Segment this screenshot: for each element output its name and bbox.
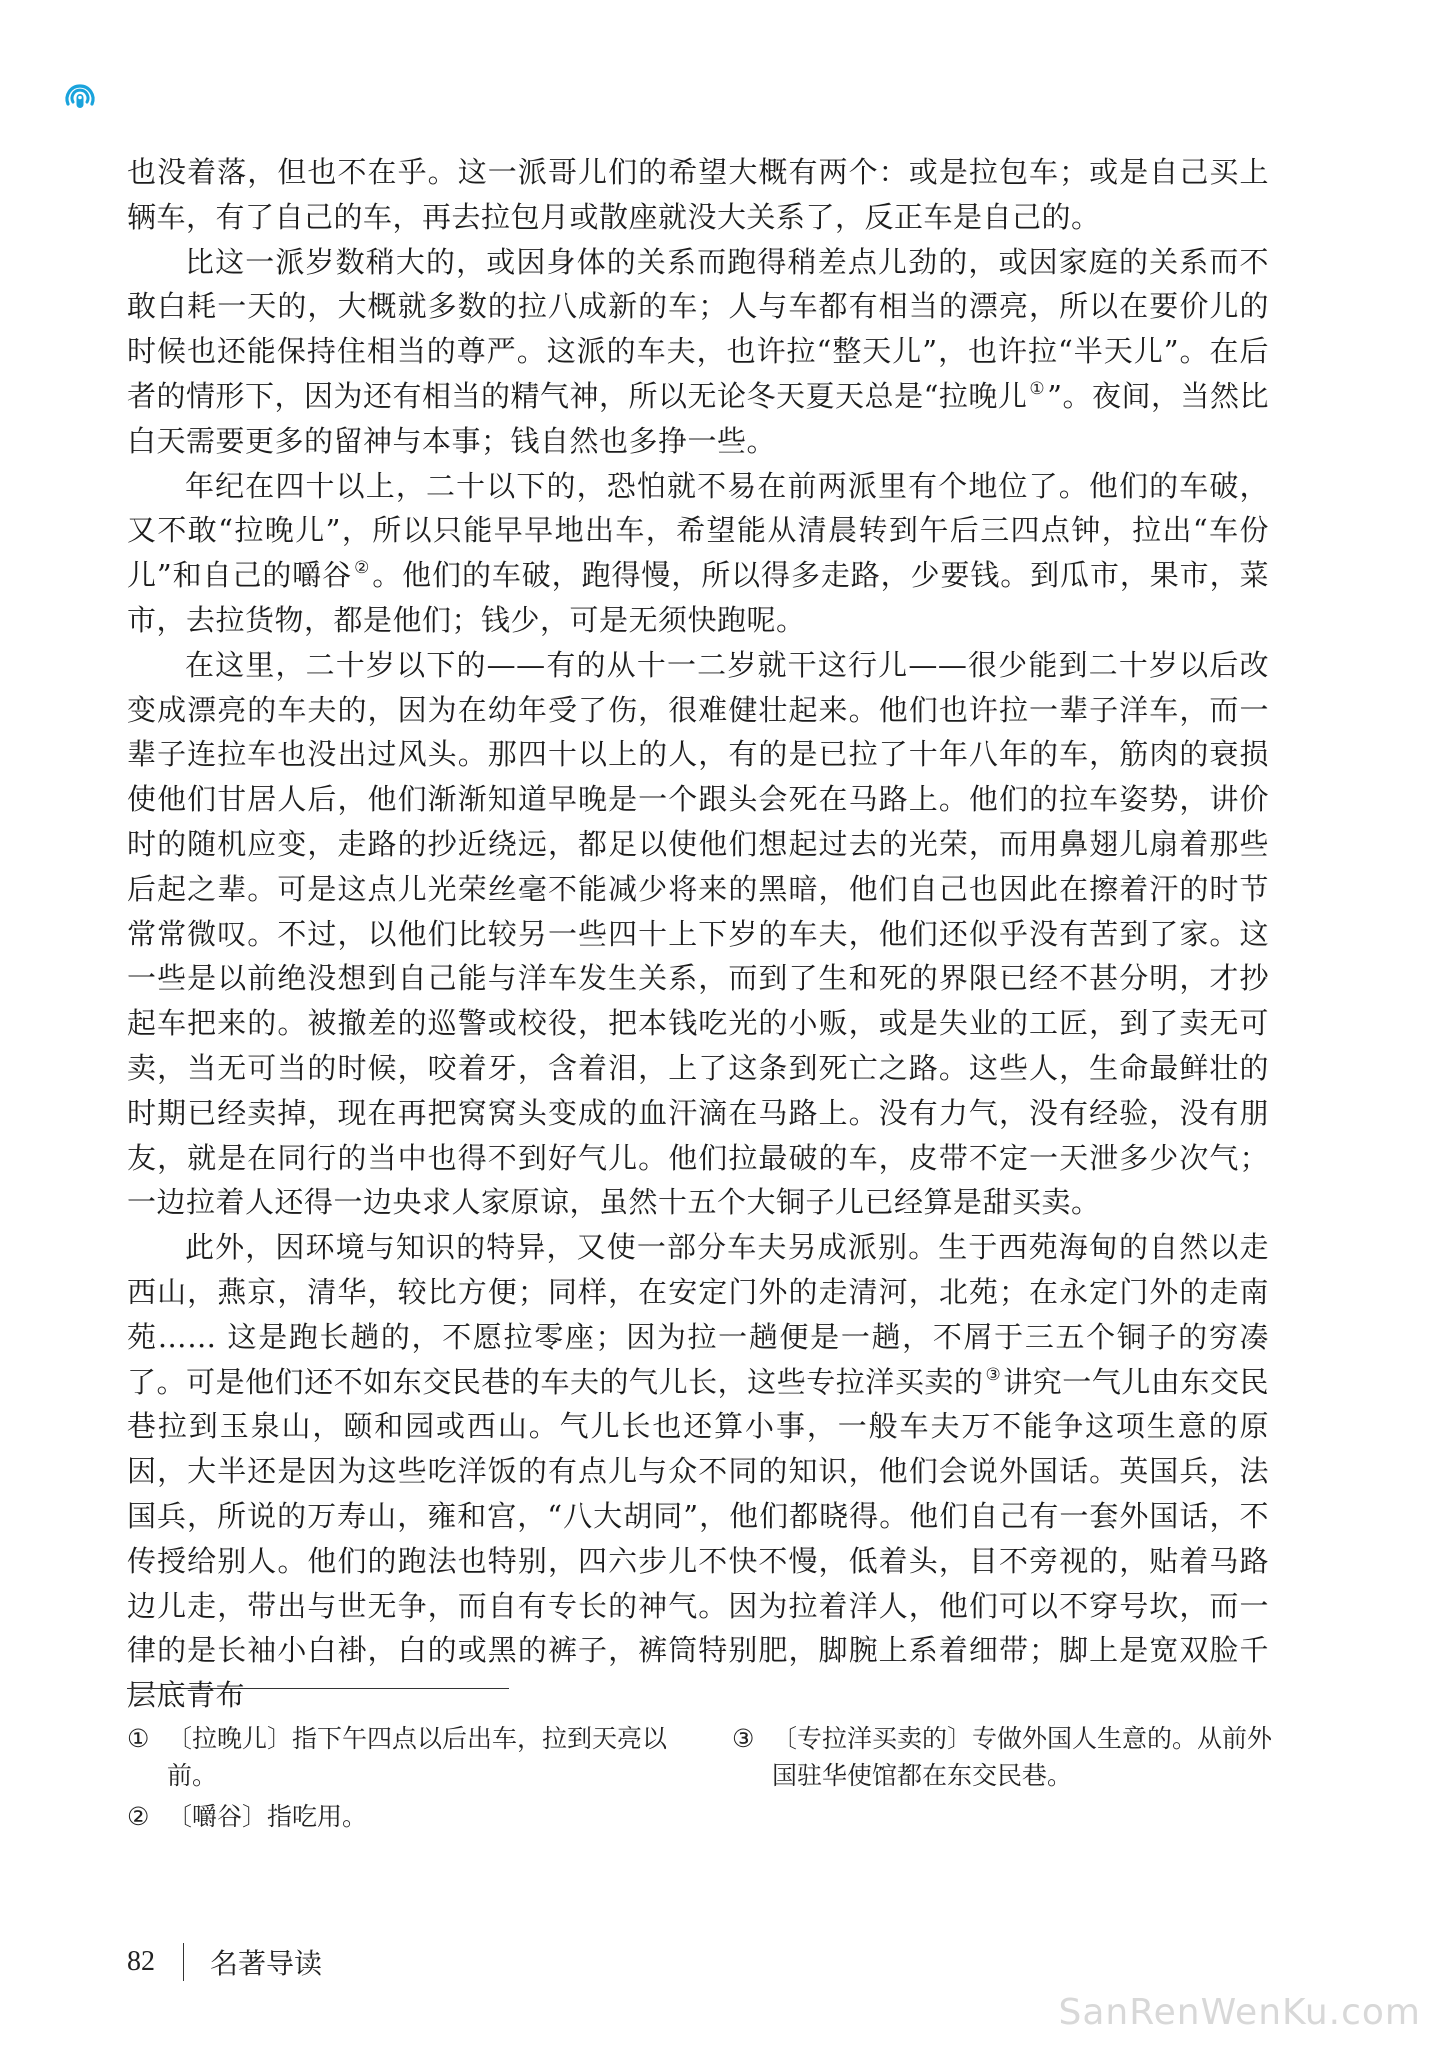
footnotes-right-column <box>732 1720 1292 1798</box>
footnote-ref-2[interactable]: ② <box>354 558 371 579</box>
footnote-divider <box>127 1688 509 1689</box>
main-text <box>127 150 1269 1718</box>
footnote-text: 〔专拉洋买卖的〕专做外国人生意的。从前外国驻华使馆都在东交民巷。 <box>772 1724 1273 1790</box>
book-title: 名著导读 <box>210 1947 323 1980</box>
paragraph-2 <box>127 240 1269 464</box>
footnote-mark: ③ <box>732 1724 755 1753</box>
paragraph-text: ”。夜间，当然比白天需要更多的留神与本事；钱自然也多挣一些。 <box>127 378 1269 458</box>
footnote-2 <box>127 1798 687 1835</box>
paragraph-5 <box>127 1225 1269 1718</box>
paragraph-text: 年纪在四十以上，二十以下的，恐怕就不易在前两派里有个地位了。他们的车破，又不敢“拉晚儿”，所以只能早早地出车，希望能从清晨转到午后三四点钟，拉出“车份儿”和自己的嚼谷 <box>127 468 1269 593</box>
footer-divider <box>183 1943 184 1981</box>
watermark: SanRenWenKu.com <box>1058 1992 1421 2033</box>
footnote-mark: ① <box>127 1724 150 1753</box>
page-number: 82 <box>127 1946 155 1977</box>
paragraph-1 <box>127 150 1269 240</box>
footnote-text: 〔拉晚儿〕指下午四点以后出车，拉到天亮以前。 <box>167 1724 668 1790</box>
paragraph-text: 。他们的车破，跑得慢，所以得多走路，少要钱。到瓜市，果市，菜市，去拉货物，都是他们；钱少，可是无须快跑呢。 <box>127 558 1269 637</box>
paragraph-text: 此外，因环境与知识的特异，又使一部分车夫另成派别。生于西苑海甸的自然以走西山，燕京，清华，较比方便；同样，在安定门外的走清河，北苑；在永定门外的走南苑…… 这是跑长趟的，不愿拉零座；因为拉一趟便是一趟，不屑于三五个铜子的穷凑了。可是他们还不如东交民巷的车夫的气儿长，这些专拉洋买卖的 <box>127 1230 1269 1399</box>
footnote-ref-1[interactable]: ① <box>1029 378 1046 399</box>
paragraph-text: 讲究一气儿由东交民巷拉到玉泉山，颐和园或西山。气儿长也还算小事，一般车夫万不能争这项生意的原因，大半还是因为这些吃洋饭的有点儿与众不同的知识，他们会说外国话。英国兵，法国兵，所说的万寿山，雍和宫，“八大胡同”，他们都晓得。他们自己有一套外国话，不传授给别人。他们的跑法也特别，四六步儿不快不慢，低着头，目不旁视的，贴着马路边儿走，带出与世无争，而自有专长的神气。因为拉着洋人，他们可以不穿号坎，而一律的是长袖小白褂，白的或黑的裤子，裤筒特别肥，脚腕上系着细带；脚上是宽双脸千层底青布 <box>127 1364 1269 1713</box>
footnotes-left-column <box>127 1720 687 1839</box>
footnote-3 <box>732 1720 1292 1794</box>
paragraph-3 <box>127 464 1269 643</box>
page-footer <box>127 1940 322 1984</box>
paragraph-text: 也没着落，但也不在乎。这一派哥儿们的希望大概有两个：或是拉包车；或是自己买上辆车，有了自己的车，再去拉包月或散座就没大关系了，反正车是自己的。 <box>127 155 1269 234</box>
footnote-mark: ② <box>127 1802 150 1831</box>
paragraph-text: 在这里，二十岁以下的——有的从十一二岁就干这行儿——很少能到二十岁以后改变成漂亮的车夫的，因为在幼年受了伤，很难健壮起来。他们也许拉一辈子洋车，而一辈子连拉车也没出过风头。那四十以上的人，有的是已拉了十年八年的车，筋肉的衰损使他们甘居人后，他们渐渐知道早晚是一个跟头会死在马路上。他们的拉车姿势，讲价时的随机应变，走路的抄近绕远，都足以使他们想起过去的光荣，而用鼻翅儿扇着那些后起之辈。可是这点儿光荣丝毫不能减少将来的黑暗，他们自己也因此在擦着汗的时节常常微叹。不过，以他们比较另一些四十上下岁的车夫，他们还似乎没有苦到了家。这一些是以前绝没想到自己能与洋车发生关系，而到了生和死的界限已经不甚分明，才抄起车把来的。被撤差的巡警或校役，把本钱吃光的小贩，或是失业的工匠，到了卖无可卖，当无可当的时候，咬着牙，含着泪，上了这条到死亡之路。这些人，生命最鲜壮的时期已经卖掉，现在再把窝窝头变成的血汗滴在马路上。没有力气，没有经验，没有朋友，就是在同行的当中也得不到好气儿。他们拉最破的车，皮带不定一天泄多少次气；一边拉着人还得一边央求人家原谅，虽然十五个大铜子儿已经算是甜买卖。 <box>127 647 1269 1220</box>
footnote-1 <box>127 1720 687 1794</box>
paragraph-text: 比这一派岁数稍大的，或因身体的关系而跑得稍差点儿劲的，或因家庭的关系而不敢白耗一天的，大概就多数的拉八成新的车；人与车都有相当的漂亮，所以在要价儿的时候也还能保持住相当的尊严。这派的车夫，也许拉“整天儿”，也许拉“半天儿”。在后者的情形下，因为还有相当的精气神，所以无论冬天夏天总是“拉晚儿 <box>127 244 1269 413</box>
footnote-ref-3[interactable]: ③ <box>985 1364 1002 1385</box>
audio-reading-icon[interactable] <box>62 82 98 114</box>
footnote-text: 〔嚼谷〕指吃用。 <box>167 1802 368 1831</box>
paragraph-4 <box>127 643 1269 1225</box>
